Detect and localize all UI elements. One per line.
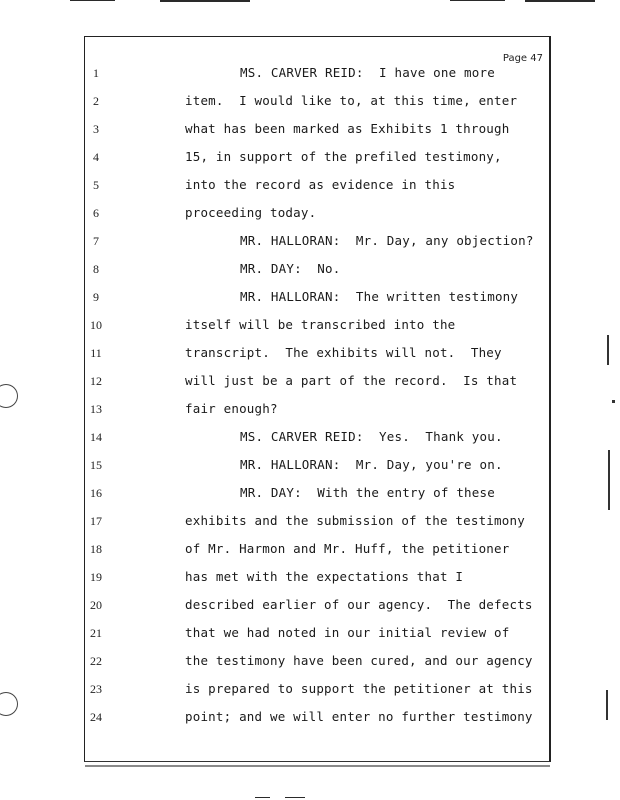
transcript-line [85,647,552,675]
line-number: 3 [93,122,99,136]
line-text: is prepared to support the petitioner at this [185,681,533,696]
line-text: will just be a part of the record. Is that [185,373,518,388]
transcript-line [85,423,552,451]
line-number: 24 [90,710,102,724]
scan-artifact-right-2 [608,450,610,510]
transcript-line [85,591,552,619]
transcript-line [85,535,552,563]
scan-artifact-bottom-3 [285,797,305,798]
line-text: transcript. The exhibits will not. They [185,345,502,360]
line-number: 21 [90,626,102,640]
line-text: MS. CARVER REID: Yes. Thank you. [240,429,503,444]
line-number: 11 [90,346,102,360]
transcript-line [85,619,552,647]
transcript-page [84,36,551,762]
transcript-line [85,199,552,227]
transcript-line [85,479,552,507]
scan-artifact-top-1 [70,0,115,1]
line-number: 1 [93,66,99,80]
transcript-line [85,143,552,171]
binder-hole-lower [0,692,18,716]
transcript-line [85,451,552,479]
line-text: MR. HALLORAN: Mr. Day, you're on. [240,457,503,472]
line-number: 23 [90,682,102,696]
scan-artifact-right-1 [607,335,609,365]
line-text: proceeding today. [185,205,317,220]
scan-artifact-top-4 [525,0,595,2]
line-text: MS. CARVER REID: I have one more [240,65,495,80]
transcript-line [85,311,552,339]
line-number: 16 [90,486,102,500]
transcript-line [85,675,552,703]
line-number: 17 [90,514,102,528]
scan-artifact-right-4 [612,400,615,403]
line-number: 9 [93,290,99,304]
binder-hole-upper [0,384,18,408]
line-number: 19 [90,570,102,584]
scan-artifact-top-3 [450,0,505,1]
transcript-line [85,395,552,423]
line-text: point; and we will enter no further testimony [185,709,533,724]
page-number: Page 47 [502,53,543,64]
line-number: 20 [90,598,102,612]
line-number: 2 [93,94,99,108]
line-number: 5 [93,178,99,192]
line-number: 14 [90,430,102,444]
line-number: 15 [90,458,102,472]
transcript-line [85,87,552,115]
transcript-line [85,115,552,143]
line-text: item. I would like to, at this time, enter [185,93,518,108]
line-text: has met with the expectations that I [185,569,464,584]
transcript-line [85,59,552,87]
scan-artifact-top-2 [160,0,250,2]
transcript-line [85,255,552,283]
transcript-line [85,563,552,591]
transcript-line [85,339,552,367]
transcript-line [85,227,552,255]
line-number: 22 [90,654,102,668]
transcript-line [85,367,552,395]
scan-artifact-bottom-2 [255,797,270,798]
line-text: MR. HALLORAN: The written testimony [240,289,519,304]
line-text: 15, in support of the prefiled testimony, [185,149,502,164]
line-text: into the record as evidence in this [185,177,456,192]
line-text: described earlier of our agency. The defects [185,597,533,612]
transcript-line [85,507,552,535]
line-text: MR. DAY: No. [240,261,341,276]
line-number: 13 [90,402,102,416]
line-number: 6 [93,206,99,220]
scan-artifact-bottom-1 [85,765,550,767]
line-number: 7 [93,234,99,248]
line-text: MR. DAY: With the entry of these [240,485,495,500]
line-text: fair enough? [185,401,278,416]
scan-artifact-right-3 [606,690,608,720]
line-text: what has been marked as Exhibits 1 through [185,121,510,136]
line-number: 12 [90,374,102,388]
line-text: itself will be transcribed into the [185,317,456,332]
line-text: the testimony have been cured, and our agency [185,653,533,668]
line-number: 4 [93,150,99,164]
transcript-line [85,703,552,731]
line-text: of Mr. Harmon and Mr. Huff, the petitioner [185,541,510,556]
line-number: 8 [93,262,99,276]
line-number: 10 [90,318,102,332]
line-number: 18 [90,542,102,556]
transcript-line [85,171,552,199]
line-text: MR. HALLORAN: Mr. Day, any objection? [240,233,534,248]
line-text: exhibits and the submission of the testimony [185,513,525,528]
line-text: that we had noted in our initial review of [185,625,510,640]
transcript-line [85,283,552,311]
